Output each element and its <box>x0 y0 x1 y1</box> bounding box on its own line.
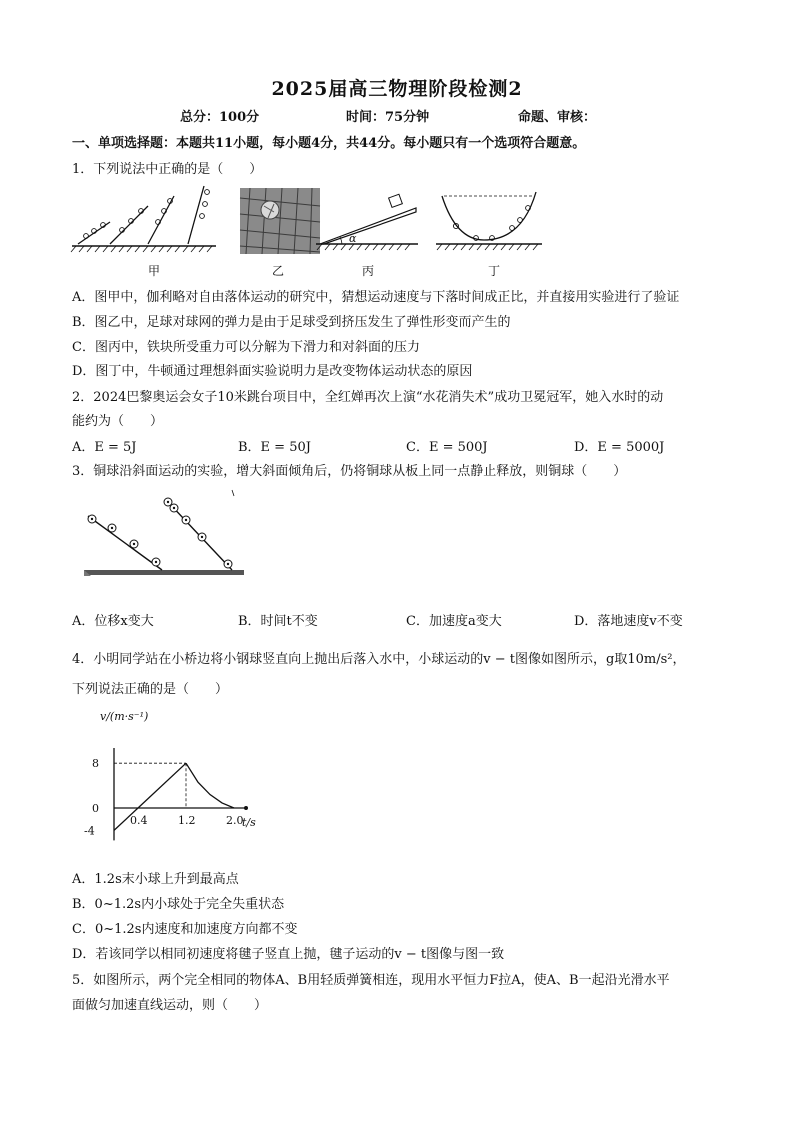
q4-option-a: A．1.2s末小球上升到最高点 <box>72 872 239 887</box>
q3-option-a: A．位移x变大 <box>72 614 154 629</box>
q4-vt-chart <box>78 708 268 858</box>
q1-option-c: C．图丙中，铁块所受重力可以分解为下滑力和对斜面的压力 <box>72 340 420 355</box>
series-decay <box>186 763 234 808</box>
y-tick-label: 8 <box>92 757 99 771</box>
q4-option-d: D．若该同学以相同初速度将毽子竖直上抛，毽子运动的v − t图像与图一致 <box>72 947 505 962</box>
q4-stem-line2: 下列说法正确的是（ ） <box>72 682 229 697</box>
fig-label-yi: 乙 <box>272 264 285 278</box>
page-title: 2025届高三物理阶段检测2 <box>271 78 523 100</box>
chart-ylabel: v/(m·s⁻¹) <box>100 710 149 723</box>
x-axis-arrow <box>244 806 248 810</box>
q4-option-c: C．0~1.2s内速度和加速度方向都不变 <box>72 922 298 937</box>
y-tick-label: -4 <box>84 824 95 838</box>
x-tick-label: 0.4 <box>130 814 148 827</box>
q1-option-d: D．图丁中，牛顿通过理想斜面实验说明力是改变物体运动状态的原因 <box>72 364 473 379</box>
fig-label-ding: 丁 <box>488 264 501 278</box>
q5-stem-line2: 面做匀加速直线运动，则（ ） <box>72 998 268 1013</box>
q3-figure-ramps <box>82 490 248 586</box>
angle-alpha: α <box>349 232 357 245</box>
chart-xlabel: t/s <box>242 816 256 829</box>
q1-stem: 1．下列说法中正确的是（ ） <box>72 162 263 177</box>
q2-stem-line2: 能约为（ ） <box>72 414 164 429</box>
q3-option-b: B．时间t不变 <box>238 614 318 629</box>
y-tick-label: 0 <box>92 802 99 815</box>
fig-label-bing: 丙 <box>362 264 375 278</box>
q1-option-b: B．图乙中，足球对球网的弹力是由于足球受到挤压发生了弹性形变而产生的 <box>72 315 511 330</box>
section-heading: 一、单项选择题：本题共11小题，每小题4分，共44分。每小题只有一个选项符合题意。 <box>72 136 586 151</box>
author-label: 命题、审核： <box>518 110 597 125</box>
series-linear <box>114 763 186 830</box>
q3-stem: 3．铜球沿斜面运动的实验，增大斜面倾角后，仍将铜球从板上同一点静止释放，则铜球（ ） <box>72 464 627 479</box>
q2-option-b: B．E = 50J <box>238 440 311 455</box>
q1-option-a: A．图甲中，伽利略对自由落体运动的研究中，猜想运动速度与下落时间成正比，并直接用实验进行了验证 <box>72 290 680 305</box>
fig-label-jia: 甲 <box>148 264 161 278</box>
q1-figure-jia <box>70 186 220 258</box>
q4-stem-line1: 4．小明同学站在小桥边将小钢球竖直向上抛出后落入水中，小球运动的v − t图像如图所示，g取10m/s²， <box>72 652 686 667</box>
q5-stem-line1: 5．如图所示，两个完全相同的物体A、B用轻质弹簧相连，现用水平恒力F拉A，使A、B一起沿光滑水平 <box>72 973 670 988</box>
x-tick-label: 1.2 <box>178 814 196 827</box>
q2-stem-line1: 2．2024巴黎奥运会女子10米跳台项目中，全红婵再次上演“水花消失术”成功卫冕冠军，她入水时的动 <box>72 390 664 405</box>
exam-time: 时间：75分钟 <box>346 110 430 125</box>
q2-option-c: C．E = 500J <box>406 440 488 455</box>
q4-option-b: B．0~1.2s内小球处于完全失重状态 <box>72 897 285 912</box>
q3-option-d: D．落地速度v不变 <box>574 614 683 629</box>
total-score: 总分：100分 <box>180 110 260 125</box>
q3-option-c: C．加速度a变大 <box>406 614 502 629</box>
q1-figure-yi <box>240 188 320 254</box>
q1-figure-ding <box>436 190 544 252</box>
x-tick-label: 2.0 <box>226 814 244 827</box>
q2-option-d: D．E = 5000J <box>574 440 665 455</box>
q2-option-a: A．E = 5J <box>72 440 137 455</box>
q1-figure-bing <box>316 190 420 252</box>
